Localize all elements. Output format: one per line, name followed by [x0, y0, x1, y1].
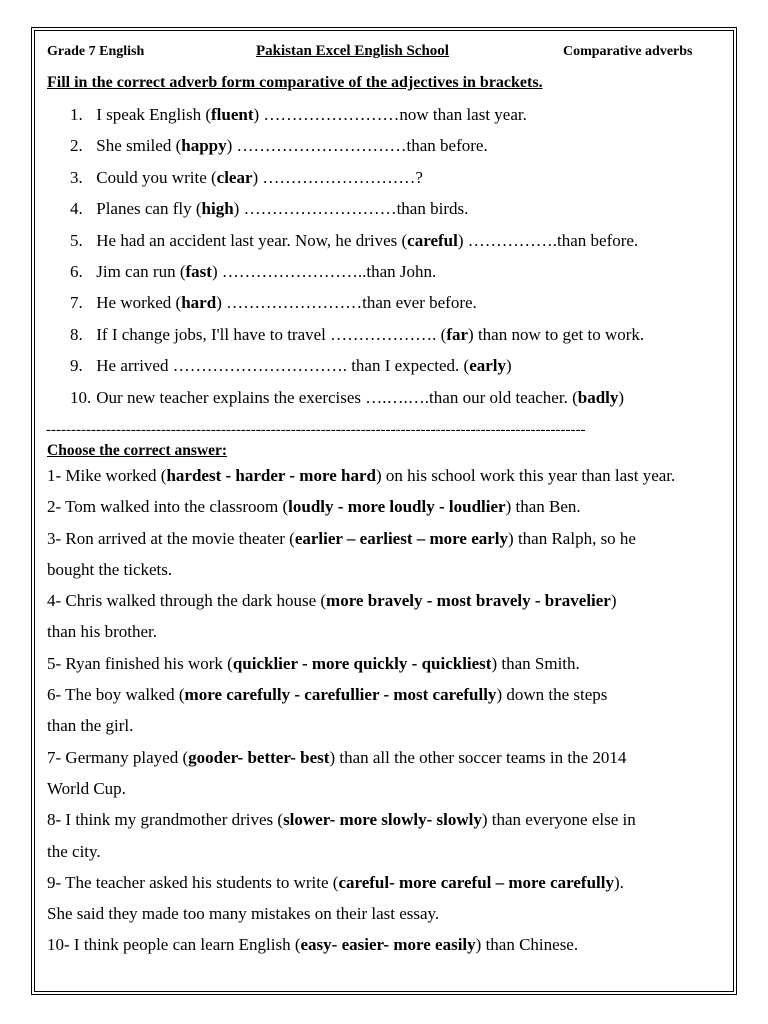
item-text: ) ……………………now than last year.: [253, 105, 527, 124]
item-text: ) ……………………..than John.: [211, 261, 437, 281]
question-text: 10- I think people can learn English (: [47, 935, 301, 955]
question-text: 1- Mike worked (: [47, 466, 167, 485]
question-text: 4- Chris walked through the dark house (: [47, 591, 327, 611]
answer-options: earlier – earliest – more early: [294, 528, 509, 548]
item-text: He had an accident last year. Now, he drives (: [96, 230, 408, 250]
question-line: [47, 901, 727, 932]
question-text: the city.: [47, 841, 101, 861]
answer-options: gooder- better- best: [188, 747, 330, 767]
item-text: ) …………………………than before.: [226, 136, 488, 156]
header-grade: Grade 7 English: [47, 44, 145, 59]
item-adjective: far: [446, 324, 469, 344]
item-number: 1.: [70, 105, 83, 124]
question-line: [47, 745, 727, 776]
item-adjective: high: [201, 199, 234, 219]
item-number: 8.: [70, 324, 83, 344]
item-adjective: happy: [181, 136, 227, 156]
question-text: than the girl.: [47, 716, 134, 736]
answer-options: more carefully - carefullier - most carefully: [184, 685, 497, 705]
question-text: 2- Tom walked into the classroom (: [47, 497, 289, 517]
answer-options: quicklier - more quickly - quickliest: [232, 653, 492, 673]
list-item: [70, 166, 644, 197]
answer-options: more bravely - most bravely - bravelier: [326, 591, 611, 611]
list-item: [70, 323, 644, 354]
header-topic: Comparative adverbs: [563, 44, 693, 59]
item-text: Planes can fly (: [96, 199, 202, 219]
answer-options: easy- easier- more easily: [300, 935, 476, 955]
item-adjective: early: [469, 356, 507, 376]
question-text: 6- The boy walked (: [47, 685, 185, 705]
answer-options: loudly - more loudly - loudlier: [288, 497, 506, 517]
question-text: ) than Ralph, so he: [508, 528, 636, 548]
question-text: 7- Germany played (: [47, 747, 189, 767]
item-adjective: hard: [181, 293, 217, 313]
item-number: 3.: [70, 167, 83, 187]
item-text: ): [506, 356, 512, 376]
question-line: [47, 651, 727, 682]
question-line: [47, 526, 727, 557]
item-text: He arrived …………………………. than I expected. (: [96, 356, 470, 376]
question-line: [47, 494, 727, 525]
question-line: [47, 557, 727, 588]
dashed-divider: ------------------------------------------------------------------------------------------------------------: [46, 422, 586, 438]
question-text: World Cup.: [47, 778, 126, 798]
question-text: ) than all the other soccer teams in the 2014: [329, 747, 627, 767]
item-number: 6.: [70, 261, 83, 281]
question-line: [47, 619, 727, 650]
item-number: 5.: [70, 230, 83, 250]
item-text: He worked (: [96, 293, 182, 313]
item-text: ) ………………………?: [252, 167, 423, 187]
item-adjective: fast: [185, 261, 212, 281]
question-text: 3- Ron arrived at the movie theater (: [47, 528, 295, 548]
item-text: Could you write (: [96, 167, 217, 187]
answer-options: careful- more careful – more carefully: [338, 872, 614, 892]
section1-instruction: Fill in the correct adverb form comparative of the adjectives in brackets.: [47, 74, 543, 91]
question-text: 8- I think my grandmother drives (: [47, 810, 284, 830]
item-number: 9.: [70, 356, 83, 376]
question-line: [47, 932, 727, 963]
question-line: [47, 713, 727, 744]
question-text: ) on his school work this year than last year.: [375, 466, 676, 485]
question-text: bought the tickets.: [47, 559, 173, 579]
list-item: [70, 134, 644, 165]
item-text: Jim can run (: [96, 261, 186, 281]
item-number: 2.: [70, 136, 83, 156]
item-text: ) …………….than before.: [457, 230, 639, 250]
item-adjective: badly: [577, 387, 619, 407]
answer-options: hardest - harder - more hard: [166, 466, 376, 485]
question-line: [47, 463, 727, 494]
question-line: [47, 839, 727, 870]
item-text: ) than now to get to work.: [468, 324, 645, 344]
question-text: ) than Chinese.: [475, 935, 579, 955]
question-text: ).: [613, 872, 624, 892]
list-item: [70, 260, 644, 291]
question-text: She said they made too many mistakes on their last essay.: [47, 904, 440, 924]
question-text: ) down the steps: [496, 685, 608, 705]
item-number: 10.: [70, 387, 92, 407]
question-text: than his brother.: [47, 622, 158, 642]
multiple-choice-list: [47, 463, 727, 964]
list-item: [70, 291, 644, 322]
item-text: If I change jobs, I'll have to travel ………………. (: [96, 324, 447, 344]
list-item: [70, 103, 644, 134]
item-text: She smiled (: [96, 136, 182, 156]
item-adjective: clear: [216, 167, 253, 187]
question-line: [47, 870, 727, 901]
question-text: ) than Smith.: [491, 653, 580, 673]
list-item: [70, 386, 644, 417]
section2-instruction: Choose the correct answer:: [47, 442, 228, 459]
list-item: [70, 354, 644, 385]
question-line: [47, 588, 727, 619]
item-text: Our new teacher explains the exercises ….….….than our old teacher. (: [96, 387, 578, 407]
question-line: [47, 807, 727, 838]
question-text: 9- The teacher asked his students to write (: [47, 872, 339, 892]
answer-options: slower- more slowly- slowly: [283, 810, 482, 830]
fill-in-list: [70, 103, 644, 417]
list-item: [70, 197, 644, 228]
item-text: ) ………………………than birds.: [233, 199, 469, 219]
question-text: ): [610, 591, 617, 611]
list-item: [70, 229, 644, 260]
item-text: ) ……………………than ever before.: [216, 293, 477, 313]
item-adjective: careful: [407, 230, 458, 250]
question-text: 5- Ryan finished his work (: [47, 653, 233, 673]
item-text: ): [618, 387, 625, 407]
item-text: I speak English (: [96, 105, 211, 124]
item-number: 4.: [70, 199, 83, 219]
question-text: ) than Ben.: [505, 497, 581, 517]
question-line: [47, 776, 727, 807]
question-line: [47, 682, 727, 713]
item-adjective: fluent: [210, 105, 254, 124]
header-school-name: Pakistan Excel English School: [256, 43, 449, 59]
item-number: 7.: [70, 293, 83, 313]
question-text: ) than everyone else in: [481, 810, 636, 830]
